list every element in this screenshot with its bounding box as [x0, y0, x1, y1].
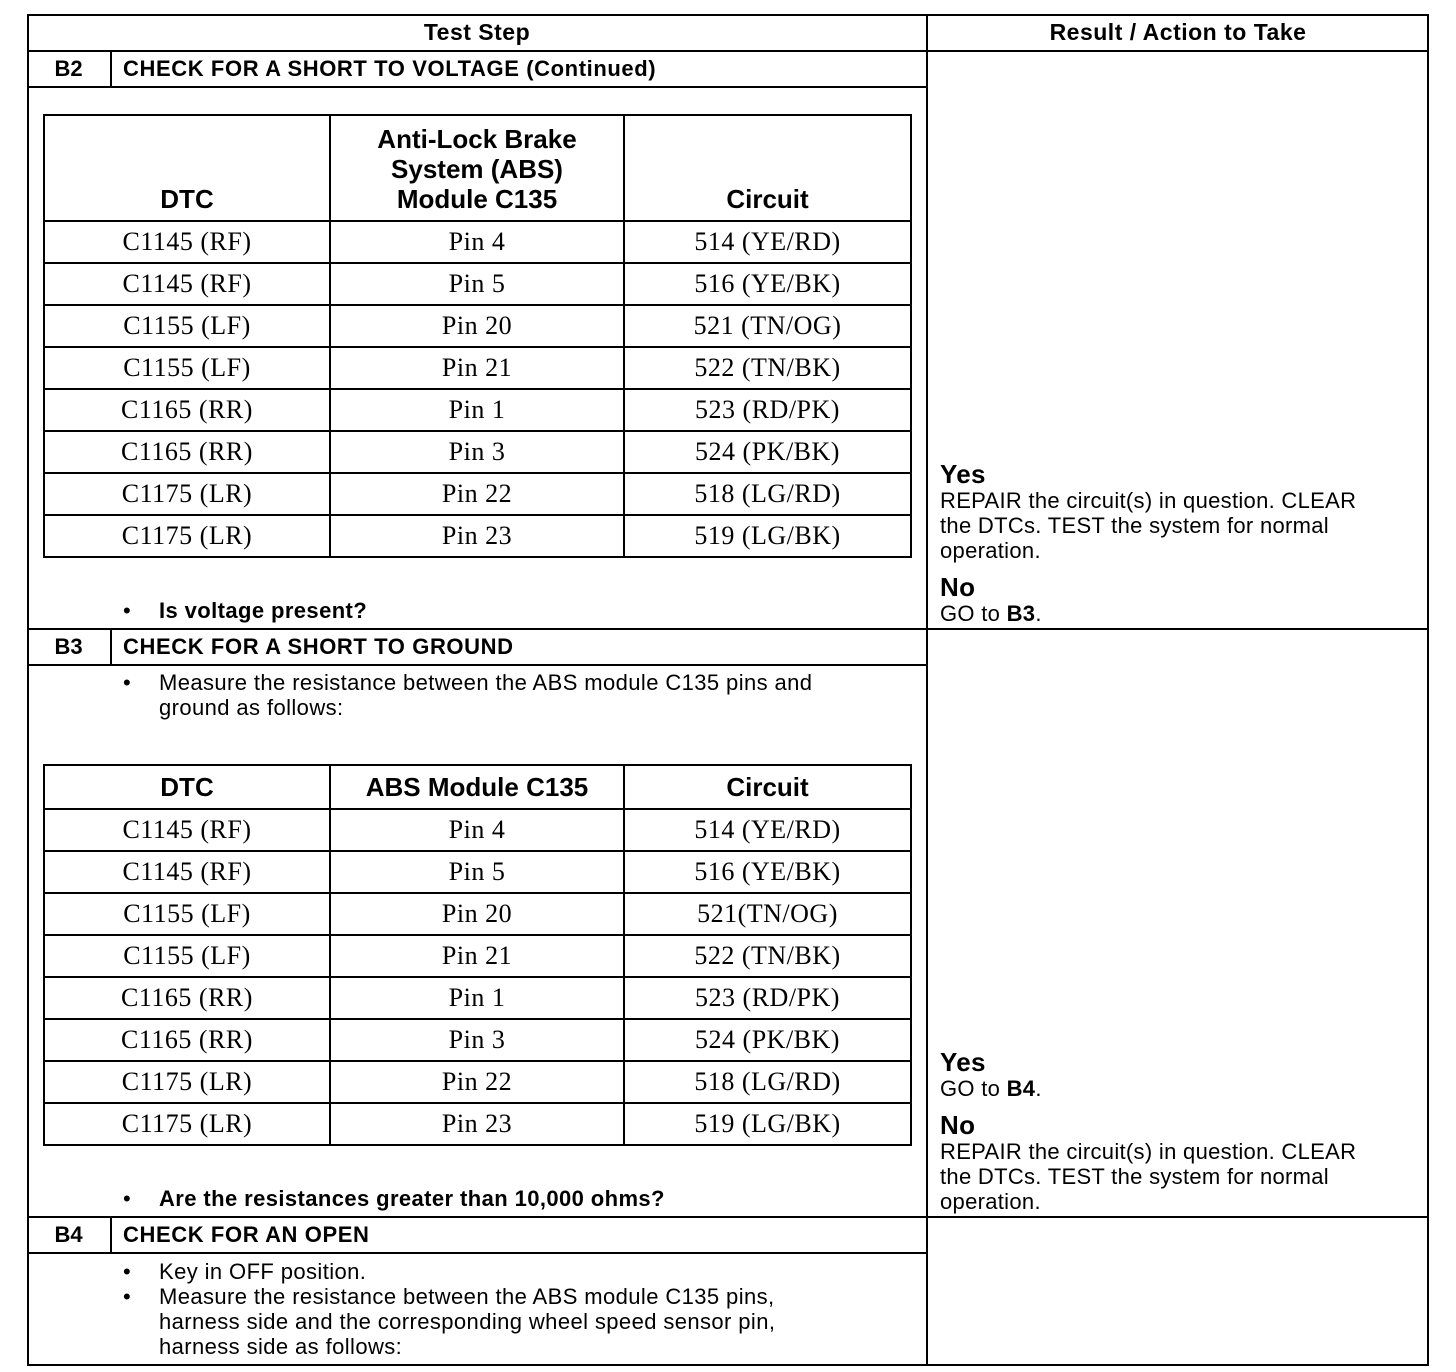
table-row: C1165 (RR) Pin 3 524 (PK/BK): [44, 1019, 911, 1061]
table-row: C1175 (LR) Pin 23 519 (LG/BK): [44, 1103, 911, 1145]
table-row: C1145 (RF) Pin 4 514 (YE/RD): [44, 221, 911, 263]
test-step-header: Test Step: [423, 19, 531, 45]
b4-id-divider: [110, 1216, 112, 1254]
b3-step-link[interactable]: B3: [1006, 601, 1036, 626]
b2-dtc-table: [43, 114, 912, 558]
b2-col-dtc: DTC: [44, 115, 330, 221]
table-row: C1165 (RR) Pin 3 524 (PK/BK): [44, 431, 911, 473]
table-row: C1175 (LR) Pin 22 518 (LG/RD): [44, 1061, 911, 1103]
b3-yes-label: Yes: [940, 1047, 986, 1077]
bullet-icon: •: [123, 1284, 132, 1309]
bullet-icon: •: [123, 598, 132, 623]
table-row: C1145 (RF) Pin 5 516 (YE/BK): [44, 263, 911, 305]
table-row: C1165 (RR) Pin 1 523 (RD/PK): [44, 389, 911, 431]
b4-step-link[interactable]: B4: [1006, 1076, 1036, 1101]
table-row: C1175 (LR) Pin 22 518 (LG/RD): [44, 473, 911, 515]
b3-step-id: B3: [54, 634, 83, 659]
b3-title-underline: [27, 664, 927, 666]
table-row: C1175 (LR) Pin 23 519 (LG/BK): [44, 515, 911, 557]
b2-col-circuit: Circuit: [624, 115, 911, 221]
table-row: C1155 (LF) Pin 20 521 (TN/OG): [44, 305, 911, 347]
b3-dtc-table: [43, 764, 912, 1146]
table-row: C1165 (RR) Pin 1 523 (RD/PK): [44, 977, 911, 1019]
b2-col-module: Anti-Lock Brake System (ABS) Module C135: [330, 115, 624, 221]
bullet-icon: •: [123, 1186, 132, 1211]
b3-col-module: ABS Module C135: [330, 765, 624, 809]
b2-yes-label: Yes: [940, 459, 986, 489]
bullet-icon: •: [123, 670, 132, 695]
b3-col-dtc: DTC: [44, 765, 330, 809]
b4-step-title: CHECK FOR AN OPEN: [123, 1222, 370, 1247]
b2-step-id: B2: [54, 56, 83, 81]
b2-step-title: CHECK FOR A SHORT TO VOLTAGE (Continued): [123, 56, 657, 81]
column-divider: [926, 14, 928, 1366]
table-row: C1145 (RF) Pin 5 516 (YE/BK): [44, 851, 911, 893]
table-row: C1145 (RF) Pin 4 514 (YE/RD): [44, 809, 911, 851]
b2-id-divider: [110, 50, 112, 88]
b2-result: Yes REPAIR the circuit(s) in question. CLEAR the DTCs. TEST the system for normal operation. No GO to B3.: [940, 459, 1357, 626]
b2-title-underline: [27, 86, 927, 88]
result-action-header: Result / Action to Take: [1049, 19, 1307, 45]
b3-col-circuit: Circuit: [624, 765, 911, 809]
b3-result: Yes GO to B4. No REPAIR the circuit(s) in question. CLEAR the DTCs. TEST the system for normal operation.: [940, 1047, 1357, 1214]
table-row: C1155 (LF) Pin 21 522 (TN/BK): [44, 935, 911, 977]
b4-step-id: B4: [54, 1222, 83, 1247]
bullet-icon: •: [123, 1259, 132, 1284]
b3-step-title: CHECK FOR A SHORT TO GROUND: [123, 634, 514, 659]
b2-no-label: No: [940, 572, 976, 602]
table-row: C1155 (LF) Pin 20 521(TN/OG): [44, 893, 911, 935]
b3-no-label: No: [940, 1110, 976, 1140]
b4-title-underline: [27, 1252, 927, 1254]
b3-id-divider: [110, 628, 112, 666]
table-row: C1155 (LF) Pin 21 522 (TN/BK): [44, 347, 911, 389]
